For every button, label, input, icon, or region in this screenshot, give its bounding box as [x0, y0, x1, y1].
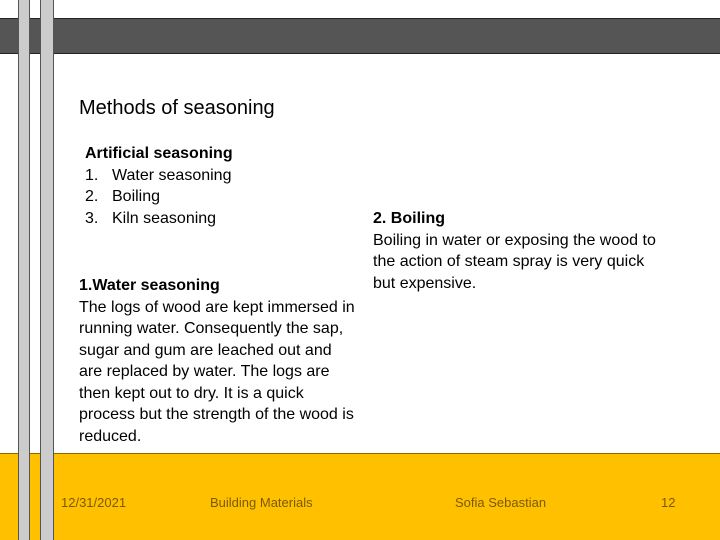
list-item-number: 1.: [85, 166, 99, 184]
left-decor-stripe-1: [18, 0, 30, 540]
list-item: [85, 186, 233, 208]
list-item-label: Water seasoning: [112, 166, 232, 184]
footer-date: 12/31/2021: [61, 495, 127, 510]
footer-page-number: 12: [661, 495, 676, 510]
boiling-heading: 2. Boiling: [373, 210, 445, 227]
water-seasoning-body: The logs of wood are kept immersed in running water. Consequently the sap, sugar and gum are leached out and are replaced by water. The logs are then kept out to dry. It is a quick process but the strength of the wood is reduced.: [79, 298, 355, 445]
slide-title: Methods of seasoning: [79, 97, 275, 119]
list-item-label: Kiln seasoning: [112, 209, 217, 227]
footer-author: Sofia Sebastian: [455, 495, 547, 510]
list-item: [85, 208, 233, 230]
artificial-seasoning-list: [85, 143, 233, 229]
left-decor-stripe-2: [40, 0, 54, 540]
top-decor-bar: [0, 18, 720, 54]
list-item: [85, 165, 233, 187]
list-item-number: 3.: [85, 209, 99, 227]
water-seasoning-block: [79, 275, 359, 447]
footer-subject: Building Materials: [210, 495, 313, 510]
boiling-block: [373, 208, 663, 294]
boiling-body: Boiling in water or exposing the wood to the action of steam spray is very quick but expensive.: [373, 231, 656, 292]
water-seasoning-heading: 1.Water seasoning: [79, 277, 220, 294]
list-item-label: Boiling: [112, 188, 161, 205]
artificial-heading: Artificial seasoning: [85, 145, 233, 162]
list-item-number: 2.: [85, 188, 99, 205]
